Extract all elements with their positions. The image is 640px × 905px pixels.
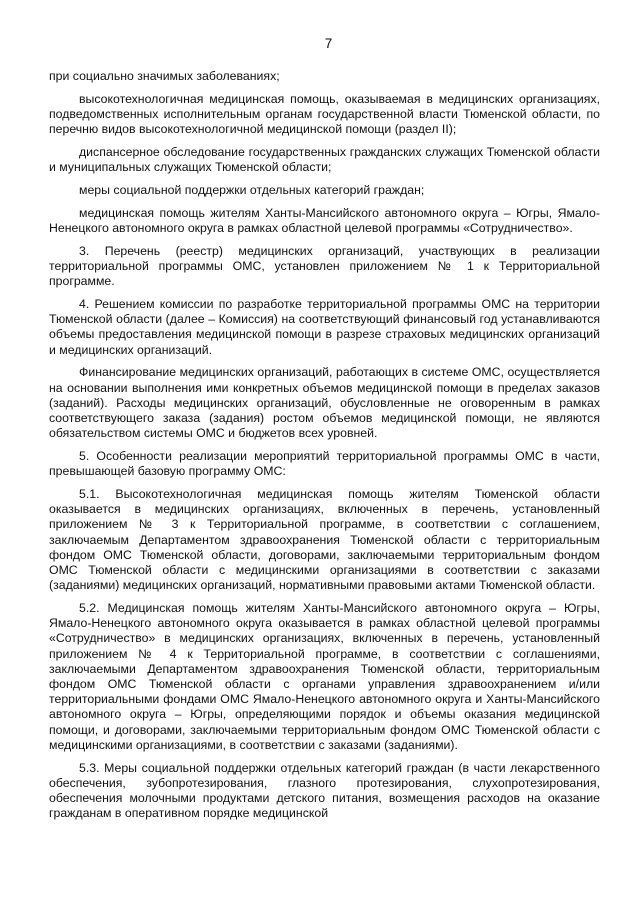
paragraph-social-support: меры социальной поддержки отдельных категорий граждан; — [79, 183, 425, 197]
paragraph-section-5-2: 5.2. Медицинская помощь жителям Ханты-Мансийского автономного округа – Югры, Ямало-Ненецкого автономного округа оказывается в рамках областной целевой программы «Сотрудничество» в медицинских организациях, включенных в перечень, установленный приложением № 4 к Территориальной программе, в соответствии с соглашениями, заключаемыми Департаментом здравоохранения Тюменской области, территориальным фондом ОМС Тюменской области с органами управления здравоохранением и/или территориальными фондами ОМС Ямало-Ненецкого автономного округа и Ханты-Мансийского автономного округа – Югры, определяющими порядок и объемы оказания медицинской помощи, и договорами, заключаемыми территориальным фондом ОМС Тюменской области с медицинскими организациями, в соответствии с заказами (заданиями). — [49, 601, 600, 752]
paragraph-section-5-1: 5.1. Высокотехнологичная медицинская помощь жителям Тюменской области оказывается в медицинских организациях, включенных в перечень, установленный приложением № 3 к Территориальной программе, в соответствии с соглашением, заключаемым Департаментом здравоохранения Тюменской области с территориальным фондом ОМС Тюменской области, договорами, заключаемыми территориальным фондом ОМС Тюменской области с медицинскими организациями в соответствии с заказами (заданиями) медицинских организаций, нормативными правовыми актами Тюменской области. — [49, 487, 600, 593]
paragraph-cooperation-program: медицинская помощь жителям Ханты-Мансийского автономного округа – Югры, Ямало-Ненецкого автономного округа в рамках областной целевой программы «Сотрудничество». — [49, 205, 600, 235]
paragraph-section-4-commission: 4. Решением комиссии по разработке территориальной программы ОМС на территории Тюменской области (далее – Комиссия) на соответствующий финансовый год устанавливаются объемы предоставления медицинской помощи в разрезе страховых медицинских организаций и медицинских организаций. — [49, 297, 600, 357]
paragraph-financing: Финансирование медицинских организаций, работающих в системе ОМС, осуществляется на основании выполнения ими конкретных объемов медицинской помощи в пределах заказов (заданий). Расходы медицинских организаций, обусловленные не оговоренным в рамках соответствующего заказа (задания) ростом объемов медицинской помощи, не являются обязательством системы ОМС и бюджетов всех уровней. — [49, 365, 600, 441]
paragraph-high-tech-care: высокотехнологичная медицинская помощь, оказываемая в медицинских организациях, подведомственных исполнительным органам государственной власти Тюменской области, по перечню видов высокотехнологичной медицинской помощи (раздел II); — [49, 91, 600, 137]
paragraph-diseases-continuation: при социально значимых заболеваниях; — [49, 69, 280, 83]
paragraph-dispensary-exam: диспансерное обследование государственных гражданских служащих Тюменской области и муниципальных служащих Тюменской области; — [49, 145, 600, 175]
paragraph-section-5-3: 5.3. Меры социальной поддержки отдельных категорий граждан (в части лекарственного обеспечения, зубопротезирования, глазного протезирования, слухопротезирования, обеспечения молочными продуктами детского питания, возмещения расходов на оказание гражданам в оперативном порядке медицинской — [49, 760, 600, 821]
paragraph-section-3-registry: 3. Перечень (реестр) медицинских организаций, участвующих в реализации территориальной программы ОМС, установлен приложением № 1 к Территориальной программе. — [49, 243, 600, 289]
paragraph-section-5-features: 5. Особенности реализации мероприятий территориальной программы ОМС в части, превышающей базовую программу ОМС: — [49, 449, 600, 479]
page-number: 7 — [324, 36, 333, 51]
